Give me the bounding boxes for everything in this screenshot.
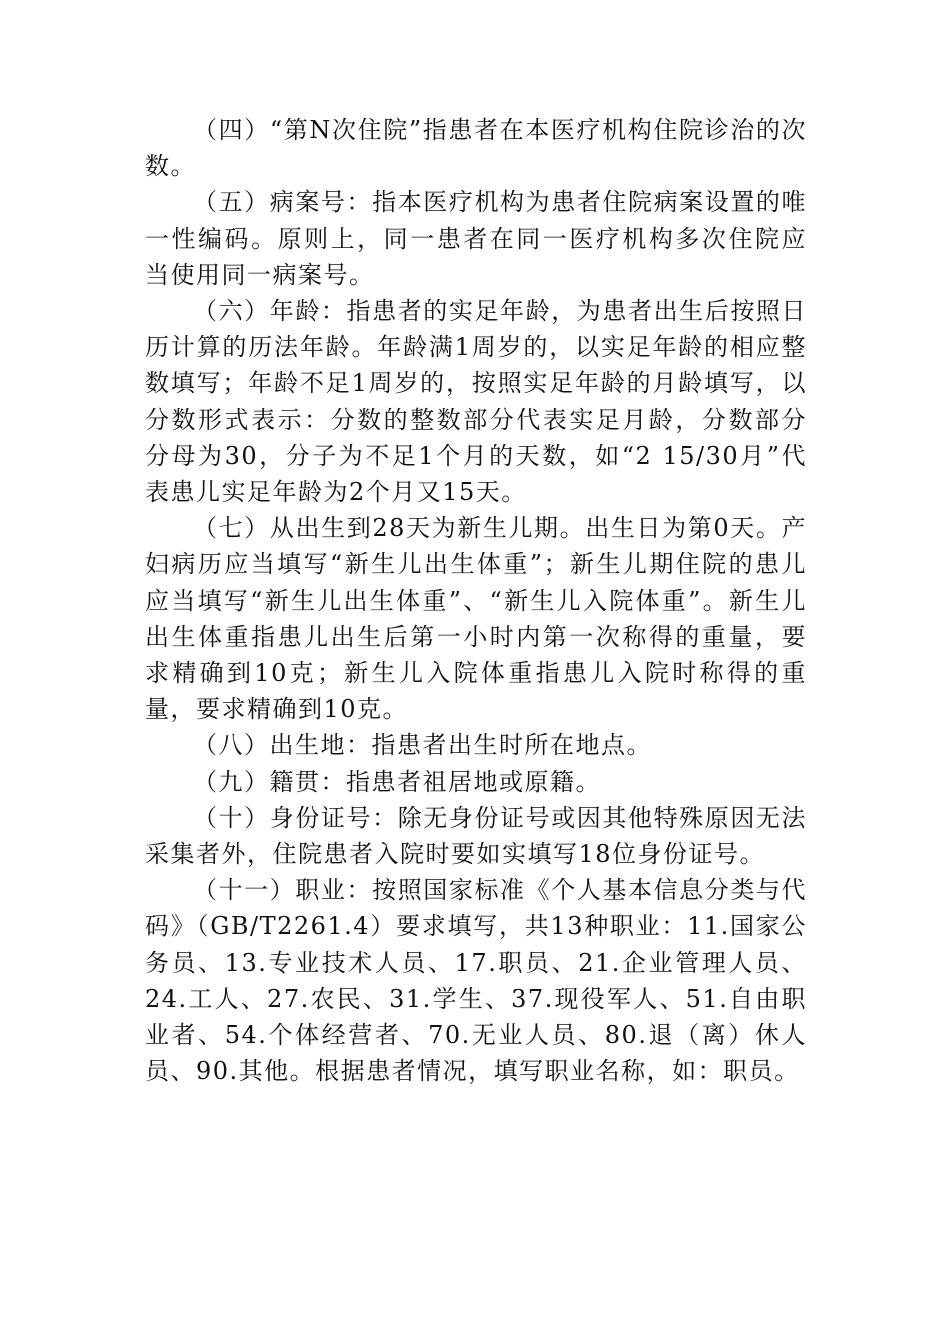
paragraph-7-newborn-weight: （七）从出生到28天为新生儿期。出生日为第0天。产妇病历应当填写“新生儿出生体重”；新生儿期住院的患儿应当填写“新生儿出生体重”、“新生儿入院体重”。新生儿出生体重指患儿出生后第一小时内第一次称得的重量，要求精确到10克；新生儿入院体重指患儿入院时称得的重量，要求精确到10克。 xyxy=(145,514,807,724)
paragraph-11-occupation: （十一）职业：按照国家标准《个人基本信息分类与代码》（GB/T2261.4）要求填写，共13种职业：11.国家公务员、13.专业技术人员、17.职员、21.企业管理人员、24.工人、27.农民、31.学生、37.现役军人、51.自由职业者、54.个体经营者、70.无业人员、80.退（离）休人员、90.其他。根据患者情况，填写职业名称，如：职员。 xyxy=(145,876,807,1086)
paragraph-8-birthplace: （八）出生地：指患者出生时所在地点。 xyxy=(193,731,652,760)
paragraph-9-native-place: （九）籍贯：指患者祖居地或原籍。 xyxy=(193,767,601,796)
paragraph-10-id-number: （十）身份证号：除无身份证号或因其他特殊原因无法采集者外，住院患者入院时要如实填写18位身份证号。 xyxy=(145,803,807,869)
paragraph-4-admission-count: （四）“第N次住院”指患者在本医疗机构住院诊治的次数。 xyxy=(145,116,807,181)
paragraph-5-medical-record-number: （五）病案号：指本医疗机构为患者住院病案设置的唯一性编码。原则上，同一患者在同一医疗机构多次住院应当使用同一病案号。 xyxy=(145,188,807,289)
paragraph-6-age: （六）年龄：指患者的实足年龄，为患者出生后按照日历计算的历法年龄。年龄满1周岁的，以实足年龄的相应整数填写；年龄不足1周岁的，按照实足年龄的月龄填写，以分数形式表示：分数的整数部分代表实足月龄，分数部分分母为30，分子为不足1个月的天数，如“2 15/30月”代表患儿实足年龄为2个月又15天。 xyxy=(145,297,807,507)
document-body xyxy=(145,112,807,1089)
